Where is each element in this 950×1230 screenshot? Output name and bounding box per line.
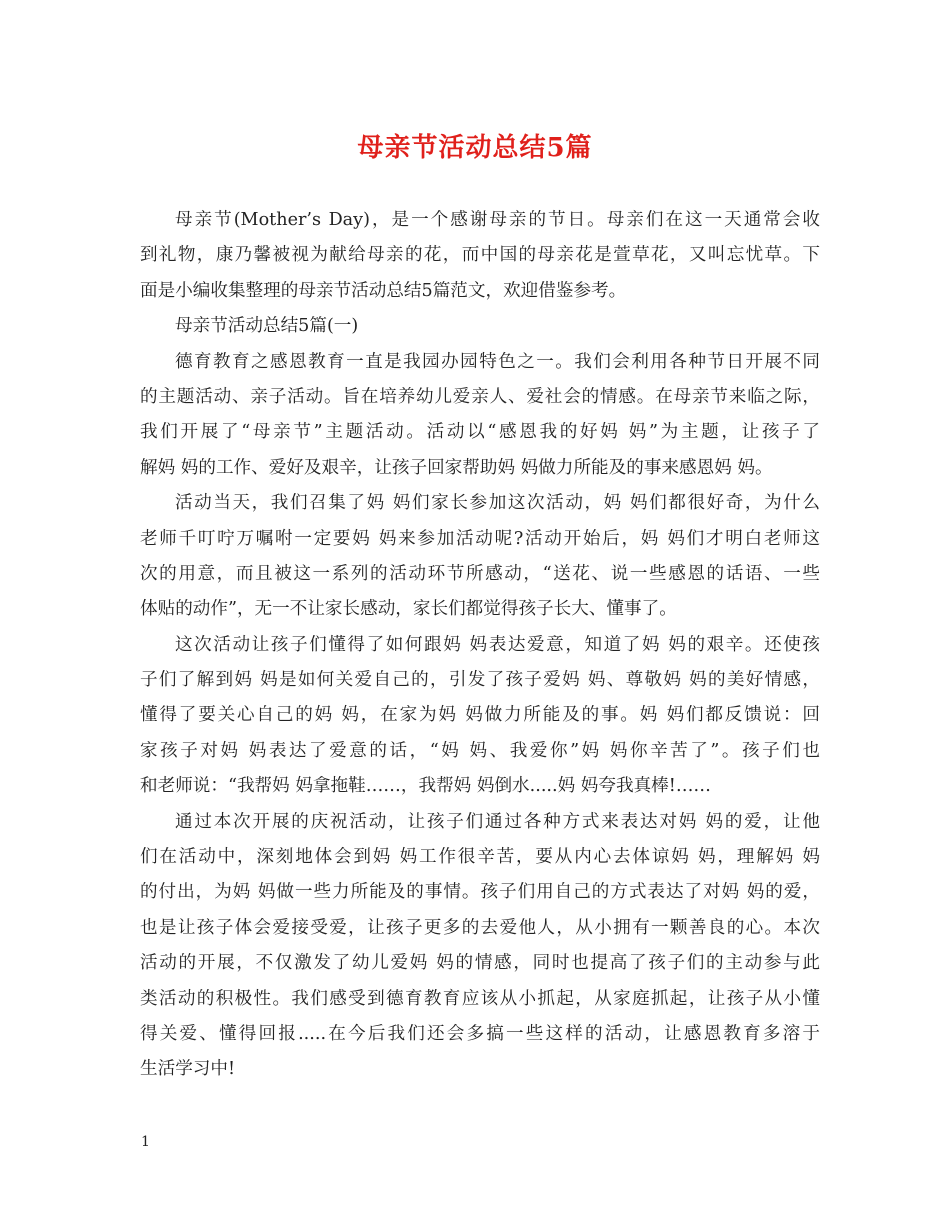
paragraph-line: 到礼物，康乃馨被视为献给母亲的花，而中国的母亲花是萱草花，又叫忘忧草。下 — [140, 245, 820, 266]
paragraph-line: 生活学习中! — [140, 1059, 236, 1080]
paragraph — [140, 805, 820, 1088]
paragraph-line: 和老师说：“我帮妈 妈拿拖鞋……，我帮妈 妈倒水.....妈 妈夸我真棒!…… — [140, 776, 712, 797]
paragraph — [140, 345, 820, 487]
paragraph-line: 体贴的动作”，无一不让家长感动，家长们都觉得孩子长大、懂事了。 — [140, 599, 677, 620]
paragraph-line: 母亲节(Mother’s Day)，是一个感谢母亲的节日。母亲们在这一天通常会收 — [175, 210, 820, 230]
document-title: 母亲节活动总结5篇 — [357, 133, 593, 163]
paragraph-line: 老师千叮咛万嘱咐一定要妈 妈来参加活动呢?活动开始后，妈 妈们才明白老师这 — [140, 528, 820, 549]
paragraph-line: 面是小编收集整理的母亲节活动总结5篇范文，欢迎借鉴参考。 — [140, 280, 627, 301]
page-number: 1 — [141, 1134, 150, 1150]
paragraph-line: 通过本次开展的庆祝活动，让孩子们通过各种方式来表达对妈 妈的爱，让他 — [175, 811, 820, 832]
paragraph — [140, 203, 820, 309]
paragraph-line: 子们了解到妈 妈是如何关爱自己的，引发了孩子爱妈 妈、尊敬妈 妈的美好情感， — [140, 670, 820, 691]
paragraph-line: 家孩子对妈 妈表达了爱意的话，“妈 妈、我爱你”妈 妈你辛苦了”。孩子们也 — [140, 740, 820, 761]
document-body — [140, 203, 820, 1088]
paragraph — [140, 486, 820, 628]
paragraph-line: 我们开展了“母亲节”主题活动。活动以“感恩我的好妈 妈”为主题，让孩子了 — [140, 422, 820, 443]
paragraph-line: 解妈 妈的工作、爱好及艰辛，让孩子回家帮助妈 妈做力所能及的事来感恩妈 妈。 — [140, 457, 773, 478]
paragraph-line: 活动的开展，不仅激发了幼儿爱妈 妈的情感，同时也提高了孩子们的主动参与此 — [140, 953, 820, 974]
paragraph-line: 也是让孩子体会爱接受爱，让孩子更多的去爱他人，从小拥有一颗善良的心。本次 — [140, 917, 820, 938]
paragraph-line: 德育教育之感恩教育一直是我园办园特色之一。我们会利用各种节日开展不同 — [175, 351, 820, 372]
paragraph — [140, 309, 820, 344]
paragraph-line: 活动当天，我们召集了妈 妈们家长参加这次活动，妈 妈们都很好奇，为什么 — [175, 493, 820, 514]
paragraph-line: 的付出，为妈 妈做一些力所能及的事情。孩子们用自己的方式表达了对妈 妈的爱， — [140, 882, 820, 903]
paragraph — [140, 628, 820, 805]
paragraph-line: 懂得了要关心自己的妈 妈，在家为妈 妈做力所能及的事。妈 妈们都反馈说：回 — [140, 705, 821, 726]
paragraph-line: 这次活动让孩子们懂得了如何跟妈 妈表达爱意，知道了妈 妈的艰辛。还使孩 — [175, 634, 820, 655]
paragraph-line: 得关爱、懂得回报.....在今后我们还会多搞一些这样的活动，让感恩教育多溶于 — [140, 1023, 820, 1044]
paragraph-line: 次的用意，而且被这一系列的活动环节所感动，“送花、说一些感恩的话语、一些 — [140, 563, 820, 584]
paragraph-line: 类活动的积极性。我们感受到德育教育应该从小抓起，从家庭抓起，让孩子从小懂 — [140, 988, 820, 1009]
paragraph-line: 们在活动中，深刻地体会到妈 妈工作很辛苦，要从内心去体谅妈 妈，理解妈 妈 — [140, 847, 820, 868]
paragraph-line: 母亲节活动总结5篇(一) — [175, 316, 359, 337]
paragraph-line: 的主题活动、亲子活动。旨在培养幼儿爱亲人、爱社会的情感。在母亲节来临之际， — [140, 386, 820, 407]
